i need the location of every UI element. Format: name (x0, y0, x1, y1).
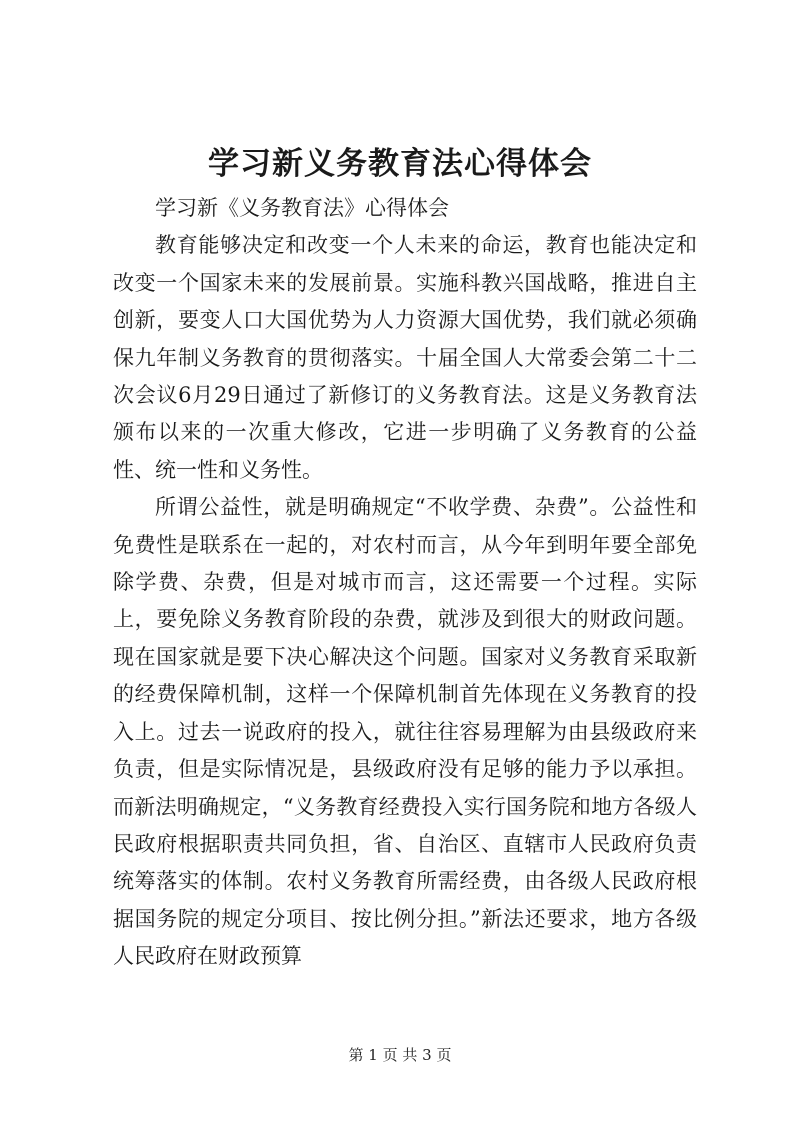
document-subtitle: 学习新《义务教育法》心得体会 (155, 196, 449, 220)
page-footer: 第 1 页 共 3 页 (348, 1046, 452, 1064)
document-body (113, 190, 697, 976)
paragraph-2: 所谓公益性，就是明确规定“不收学费、杂费”。公益性和免费性是联系在一起的，对农村而言，从今年到明年要全部免除学费、杂费，但是对城市而言，这还需要一个过程。实际上，要免除义务教育阶段的杂费，就涉及到很大的财政问题。现在国家就是要下决心解决这个问题。国家对义务教育采取新的经费保障机制，这样一个保障机制首先体现在义务教育的投入上。过去一说政府的投入，就往往容易理解为由县级政府来负责，但是实际情况是，县级政府没有足够的能力予以承担。而新法明确规定，“义务教育经费投入实行国务院和地方各级人民政府根据职责共同负担，省、自治区、直辖市人民政府负责统筹落实的体制。农村义务教育所需经费，由各级人民政府根据国务院的规定分项目、按比例分担。”新法还要求，地方各级人民政府在财政预算 (113, 495, 697, 969)
paragraph-1: 教育能够决定和改变一个人未来的命运，教育也能决定和改变一个国家未来的发展前景。实施科教兴国战略，推进自主创新，要变人口大国优势为人力资源大国优势，我们就必须确保九年制义务教育的贯彻落实。十届全国人大常委会第二十二次会议6月29日通过了新修订的义务教育法。这是义务教育法颁布以来的一次重大修改，它进一步明确了义务教育的公益性、统一性和义务性。 (113, 233, 697, 482)
page-title: 学习新义务教育法心得体会 (208, 146, 592, 182)
